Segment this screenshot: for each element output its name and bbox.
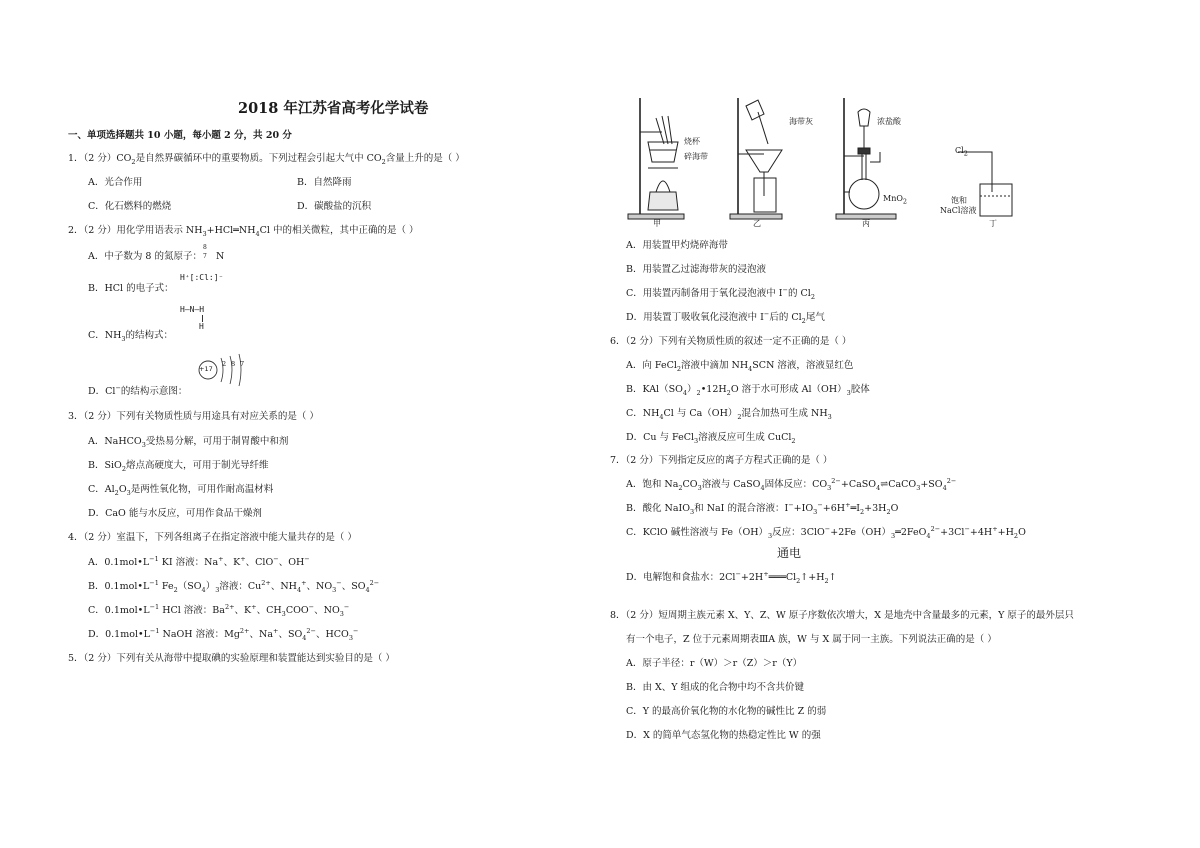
q4-option-b: B．$0.1mol•L^{-1}$ $Fe_2(SO_4)_3$溶液：$Cu^{2+}$、$NH_4^+$、$NO_3^-$、$SO_4^{2-}$ (88, 578, 380, 594)
q4-option-c: C．$0.1mol•L^{-1}$ HCl 溶液：$Ba^{2+}$、K+、$CH_3COO^-$、$NO_3^-$ (88, 602, 350, 618)
label-jia: 甲 (653, 219, 661, 228)
question-4-stem: 4．（2 分）室温下，下列各组离子在指定溶液中能大量共存的是（ ） (68, 532, 357, 543)
question-1-stem: 1．（2 分）$CO_2$是自然界碳循环中的重要物质。下列过程会引起大气中 $CO_2$含量上升的是（ ） (68, 153, 465, 166)
label-yi: 乙 (753, 219, 761, 228)
q7-option-b: B．酸化 NaIO$_3$和 NaI 的混合溶液：$I^-+IO_3^-+6H^+═I_2+3H_2O$ (626, 500, 899, 516)
q5-option-b: B．用装置乙过滤海带灰的浸泡液 (626, 264, 766, 275)
q8-option-c: C．Y 的最高价氧化物的水化物的碱性比 Z 的弱 (626, 706, 827, 717)
question-5-stem: 5．（2 分）下列有关从海带中提取碘的实验原理和装置能达到实验目的是（ ） (68, 653, 395, 664)
label-bing: 丙 (862, 219, 870, 228)
cl-shell-3: 7 (240, 360, 245, 368)
q6-option-b: B．$KAl(SO_4)_2•12H_2O$ 溶于水可形成 $Al(OH)_3$胶体 (626, 384, 870, 397)
q5-option-d: D．用装置丁吸收氧化浸泡液中 I−后的 $Cl_2$尾气 (626, 309, 825, 325)
question-2-stem: 2．（2 分）用化学用语表示 $NH_3+HCl═NH_4Cl$ 中的相关微粒，其中正确的是（ ） (68, 225, 419, 238)
q4-option-a: A．$0.1mol•L^{-1}$ KI 溶液：Na+、K+、ClO−、OH− (88, 554, 310, 568)
q4-option-d: D．$0.1mol•L^{-1}$ NaOH 溶液：$Mg^{2+}$、Na+、$SO_4^{2-}$、$HCO_3^-$ (88, 626, 359, 642)
label-nacl-1: 饱和 (951, 196, 967, 205)
label-hcl: 浓盐酸 (877, 117, 901, 126)
label-nacl-2: NaCl溶液 (940, 206, 977, 215)
hcl-electron-formula: H⁺[:Cl:]⁻ (180, 273, 224, 282)
q6-option-a: A．向 FeCl$_2$溶液中滴加 $NH_4SCN$ 溶液，溶液显红色 (626, 360, 854, 373)
q1-option-a: A．光合作用 (88, 177, 143, 188)
q3-option-c: C．$Al_2O_3$是两性氧化物，可用作耐高温材料 (88, 484, 274, 497)
q7-option-c: C．KClO 碱性溶液与 $Fe(OH)_3$反应：$3ClO^-+2Fe(OH)_3═2FeO_4^{2-}+3Cl^-+4H^++H_2O$ (626, 524, 1026, 540)
question-8-stem-line2: 有一个电子，Z 位于元素周期表ⅢA 族，W 与 X 属于同一主族。下列说法正确的是（ ） (626, 634, 997, 645)
q2-option-a: A．中子数为 8 的氮原子： 8 7 N (88, 244, 225, 262)
q8-option-b: B．由 X、Y 组成的化合物中均不含共价键 (626, 682, 805, 693)
q5-option-c: C．用装置丙制备用于氧化浸泡液中 I−的 $Cl_2$ (626, 285, 815, 301)
label-cl2: $Cl_2$ (955, 146, 968, 158)
paper-title: 2018 年江苏省高考化学试卷 (238, 100, 429, 117)
q1-option-d: D．碳酸盐的沉积 (297, 201, 372, 212)
q6-option-d: D．Cu 与 FeCl$_3$溶液反应可生成 CuCl$_2$ (626, 432, 796, 445)
nh3-structure-top: H—N—H (180, 305, 205, 314)
section-heading: 一、单项选择题共 10 小题，每小题 2 分，共 20 分 (68, 130, 292, 141)
q2-option-c: C．$NH_3$的结构式： (88, 330, 174, 343)
q3-option-d: D．CaO 能与水反应，可用作食品干燥剂 (88, 508, 262, 519)
q1-option-c: C．化石燃料的燃烧 (88, 201, 172, 212)
question-3-stem: 3．（2 分）下列有关物质性质与用途具有对应关系的是（ ） (68, 411, 319, 422)
question-8-stem-line1: 8．（2 分）短周期主族元素 X、Y、Z、W 原子序数依次增大，X 是地壳中含量最多的元素，Y 原子的最外层只 (610, 610, 1074, 621)
label-seaweed: 碎海带 (684, 152, 708, 161)
q8-option-d: D．X 的简单气态氢化物的热稳定性比 W 的强 (626, 730, 821, 741)
q5-option-a: A．用装置甲灼烧碎海带 (626, 240, 728, 251)
cl-nucleus-charge: +17 (199, 365, 213, 373)
label-mno2: MnO$_2$ (883, 194, 908, 206)
q6-option-c: C．$NH_4Cl$ 与 $Ca(OH)_2$混合加热可生成 $NH_3$ (626, 408, 832, 421)
question-7-stem: 7．（2 分）下列指定反应的离子方程式正确的是（ ） (610, 455, 833, 466)
cl-shell-1: 2 (222, 360, 227, 368)
q3-option-b: B．SiO$_2$熔点高硬度大，可用于制光导纤维 (88, 460, 269, 473)
question-6-stem: 6．（2 分）下列有关物质性质的叙述一定不正确的是（ ） (610, 336, 852, 347)
q3-option-a: A．NaHCO$_3$受热易分解，可用于制胃酸中和剂 (88, 436, 289, 449)
q2-option-b: B．HCl 的电子式： (88, 283, 174, 294)
q2-option-d: D．Cl−的结构示意图： (88, 383, 188, 397)
apparatus-yi (730, 98, 782, 219)
nh3-structure-bottom: H (199, 322, 204, 331)
q8-option-a: A．原子半径：r（W）＞r（Z）＞r（Y） (626, 658, 803, 669)
label-ash: 海带灰 (789, 117, 813, 126)
nh3-bond-line (202, 315, 203, 322)
apparatus-jia (628, 98, 684, 219)
electrolysis-condition: 通电 (777, 546, 802, 560)
q7-option-a: A．饱和 $Na_2CO_3$溶液与 CaSO$_4$固体反应：$CO_3^{2-}+CaSO_4\rightleftharpoons CaCO_3+SO_4^{2-}$ (626, 476, 957, 492)
cl-shell-2: 8 (231, 360, 236, 368)
q7-option-d: D．电解饱和食盐水：$2Cl^-+2H^+═══Cl_2↑+H_2↑$ (626, 569, 837, 585)
q1-option-b: B．自然降雨 (297, 177, 352, 188)
label-ding: 丁 (989, 219, 997, 228)
label-beaker: 烧杯 (684, 137, 700, 146)
